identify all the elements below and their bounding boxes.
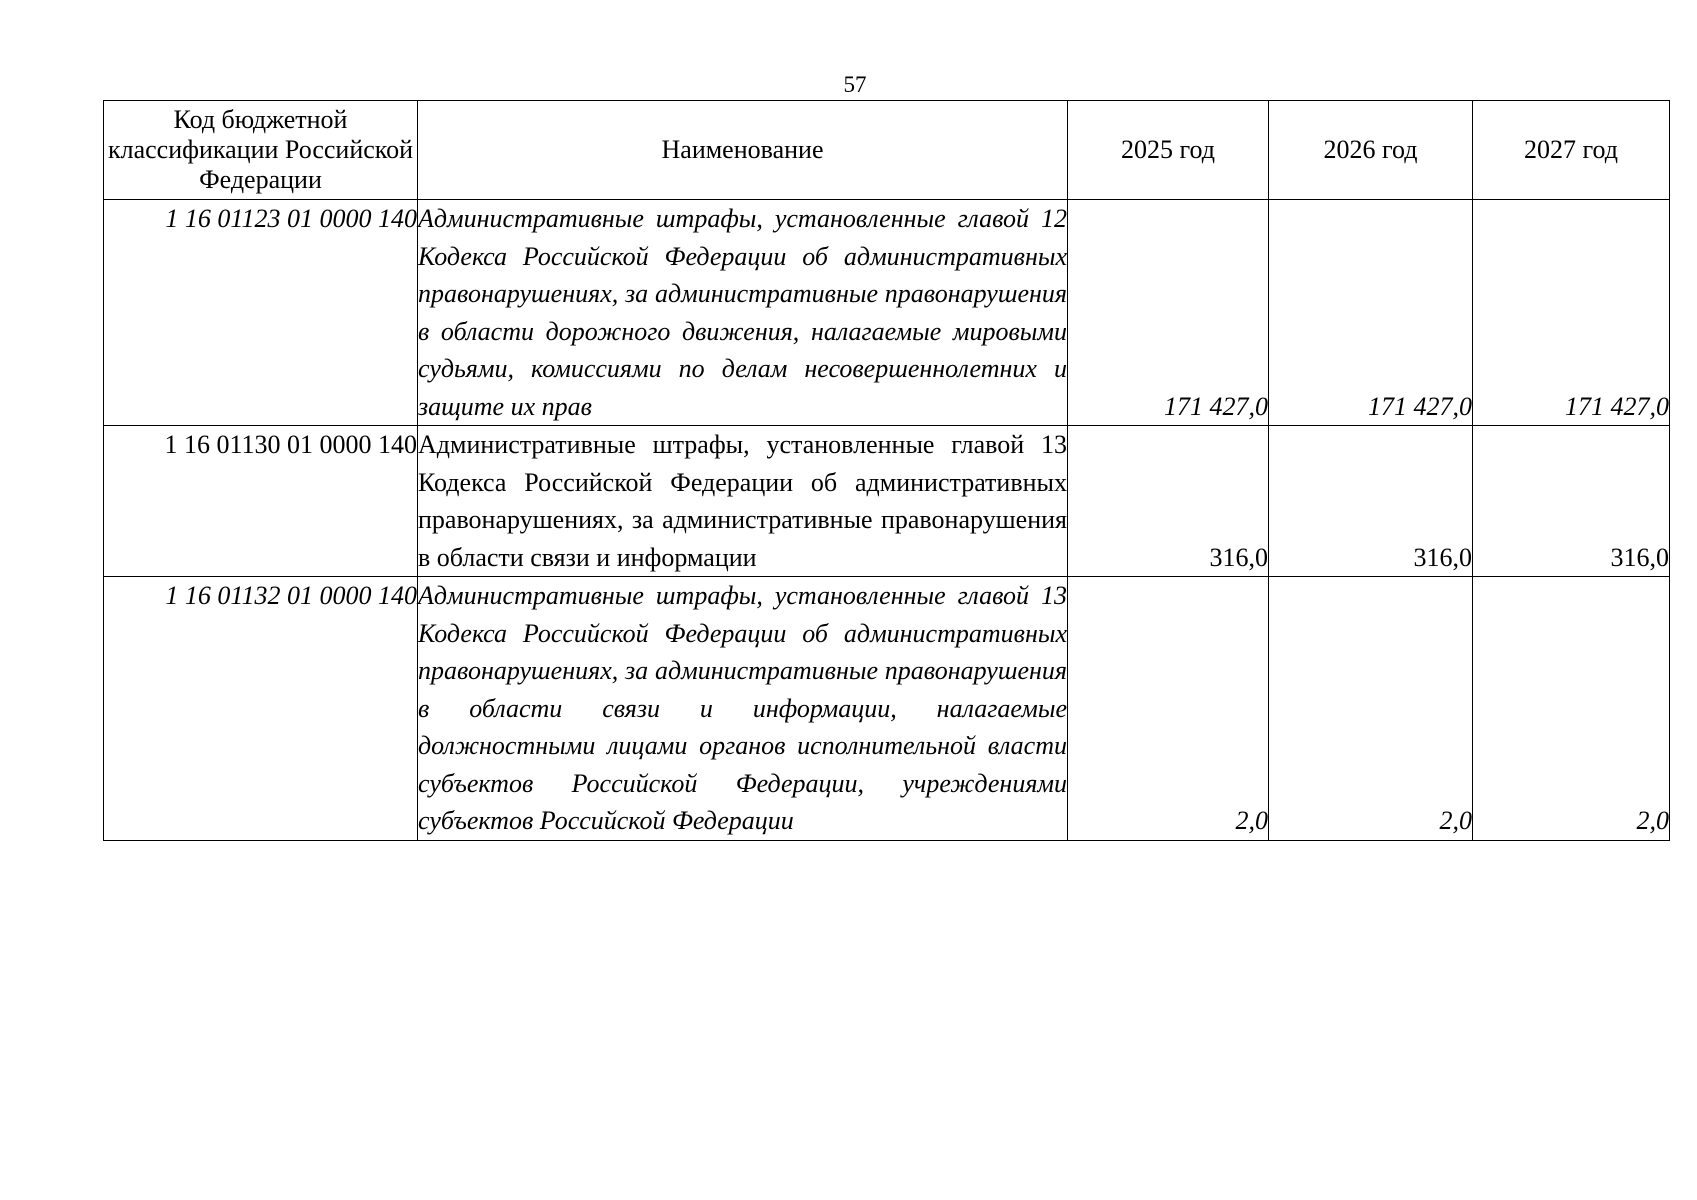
header-year-2026: 2026 год: [1269, 101, 1473, 200]
header-year-2027: 2027 год: [1473, 101, 1670, 200]
page-number: 57: [843, 72, 867, 97]
table-row: [104, 200, 1670, 426]
row-value-2025: 2,0: [1068, 577, 1269, 841]
header-name: Наименование: [418, 101, 1068, 200]
row-value-2025: 171 427,0: [1068, 200, 1269, 426]
row-value-2027: 2,0: [1473, 577, 1670, 841]
row-value-2026: 171 427,0: [1269, 200, 1473, 426]
row-value-2026: 2,0: [1269, 577, 1473, 841]
table-row: [104, 577, 1670, 841]
row-value-2027: 171 427,0: [1473, 200, 1670, 426]
row-value-2027: 316,0: [1473, 426, 1670, 577]
row-code: 1 16 01132 01 0000 140: [104, 577, 418, 841]
row-name: Административные штрафы, установленные главой 13 Кодекса Российской Федерации об административных правонарушениях, за административные правонарушения в области связи и информации: [418, 426, 1068, 577]
row-name: Административные штрафы, установленные главой 13 Кодекса Российской Федерации об административных правонарушениях, за административные правонарушения в области связи и информации, налагаемые должностными лицами органов исполнительной власти субъектов Российской Федерации, учреждениями субъектов Российской Федерации: [418, 577, 1068, 841]
row-name: Административные штрафы, установленные главой 12 Кодекса Российской Федерации об административных правонарушениях, за административные правонарушения в области дорожного движения, налагаемые мировыми судьями, комиссиями по делам несовершеннолетних и защите их прав: [418, 200, 1068, 426]
header-code: Код бюджетной классификации Российской Федерации: [104, 101, 418, 200]
budget-table: [103, 100, 1670, 841]
row-value-2025: 316,0: [1068, 426, 1269, 577]
row-code: 1 16 01130 01 0000 140: [104, 426, 418, 577]
row-value-2026: 316,0: [1269, 426, 1473, 577]
table-header-row: [104, 101, 1670, 200]
header-year-2025: 2025 год: [1068, 101, 1269, 200]
row-code: 1 16 01123 01 0000 140: [104, 200, 418, 426]
table-row: [104, 426, 1670, 577]
